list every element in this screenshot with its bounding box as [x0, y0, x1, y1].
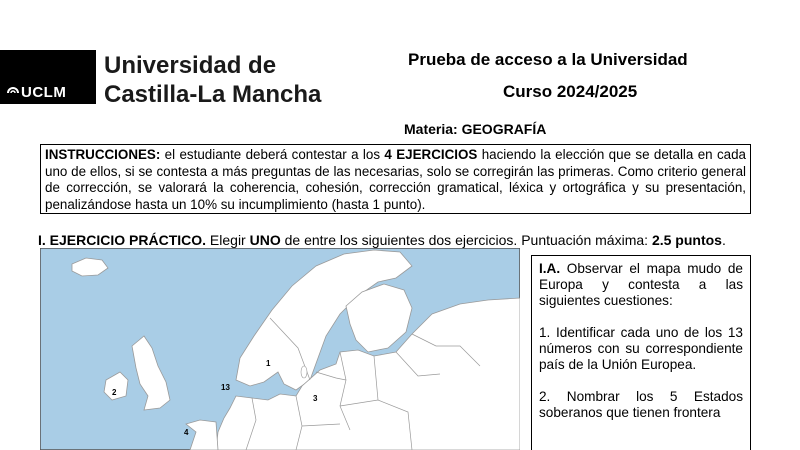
- instructions-emphasis: 4 EJERCICIOS: [384, 147, 478, 162]
- question-2: 2. Nombrar los 5 Estados soberanos que tienen frontera: [539, 389, 743, 420]
- question-box: [531, 255, 751, 450]
- university-name-line1: Universidad de: [104, 52, 277, 79]
- exercise-text: de entre los siguientes dos ejercicios. Puntuación máxima:: [280, 232, 652, 248]
- question-text: [539, 261, 743, 421]
- question-intro-text: Observar el mapa mudo de Europa y contesta a las siguientes cuestiones:: [539, 261, 743, 308]
- subject-title: Materia: GEOGRAFÍA: [404, 121, 547, 137]
- exam-course: Curso 2024/2025: [503, 82, 638, 101]
- instructions-text: [45, 147, 746, 213]
- europe-blank-map: [40, 248, 520, 450]
- university-name: [104, 51, 321, 109]
- question-intro: [539, 261, 743, 309]
- exam-title: Prueba de acceso a la Universidad: [408, 50, 688, 69]
- map-number-4: 4: [184, 428, 189, 437]
- exercise-text: .: [721, 232, 726, 248]
- logo-arch-icon: [7, 83, 19, 93]
- exercise-points: 2.5 puntos: [651, 232, 722, 248]
- university-name-line2: Castilla-La Mancha: [104, 81, 322, 108]
- instructions-part: haciendo la elección que se detalla en cada uno de ellos, si se contesta a más preguntas de las necesarias, solo se corregirán las primeras. Como criterio general de corrección, se valorará la coherencia, cohesión, corrección gramatical, léxica y ortográfica y su presentación, penalizándose hasta un 10% su incumplimiento (hasta 1 punto).: [45, 147, 746, 212]
- exercise-text: Elegir: [206, 232, 250, 248]
- instructions-label: INSTRUCCIONES:: [45, 147, 161, 162]
- exercise-title: I. EJERCICIO PRÁCTICO.: [38, 232, 207, 248]
- exercise-heading: [38, 232, 726, 248]
- instructions-part: el estudiante deberá contestar a los: [160, 147, 385, 162]
- map-number-2: 2: [112, 388, 117, 397]
- map-number-13: 13: [221, 383, 230, 392]
- map-number-3: 3: [313, 394, 318, 403]
- exercise-choice: UNO: [249, 232, 281, 248]
- instructions-box: [40, 144, 751, 214]
- question-label: I.A.: [539, 261, 561, 276]
- logo-text: UCLM: [21, 84, 67, 101]
- map-number-1: 1: [266, 359, 271, 368]
- question-1: 1. Identificar cada uno de los 13 números con su correspondiente país de la Unión Europea.: [539, 325, 743, 372]
